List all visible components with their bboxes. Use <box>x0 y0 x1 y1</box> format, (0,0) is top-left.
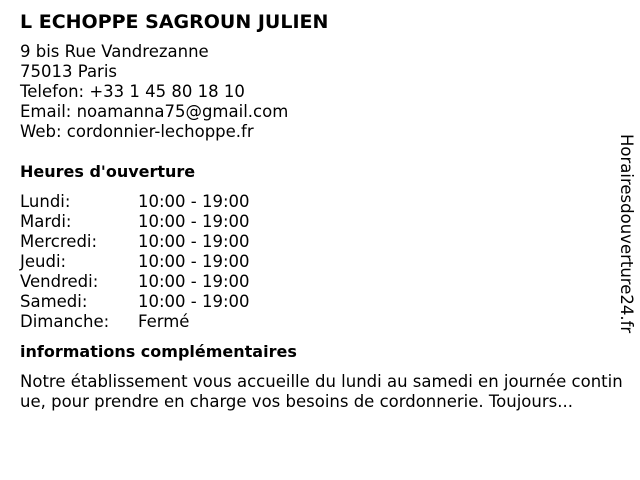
day-label: Samedi: <box>20 292 88 311</box>
additional-info-text: Notre établissement vous accueille du lundi au samedi en journée continue, pour prendre en charge vos besoins de cordonnerie. Toujours... <box>20 372 623 411</box>
opening-hours-heading: Heures d'ouverture <box>20 162 196 181</box>
hours-row-sunday <box>20 312 632 332</box>
watermark-text: Horairesdouverture24.fr <box>617 134 636 334</box>
address-line-2: 75013 Paris <box>20 62 118 81</box>
business-card <box>20 10 632 412</box>
hours-row-wednesday <box>20 232 632 252</box>
website: Web: cordonnier-lechoppe.fr <box>20 122 254 141</box>
hours-row-friday <box>20 272 632 292</box>
day-label: Jeudi: <box>20 252 67 271</box>
address-line-1: 9 bis Rue Vandrezanne <box>20 42 209 61</box>
day-label: Vendredi: <box>20 272 99 291</box>
day-label: Dimanche: <box>20 312 110 331</box>
business-name: L ECHOPPE SAGROUN JULIEN <box>20 11 329 33</box>
day-time: 10:00 - 19:00 <box>138 252 250 271</box>
day-label: Mercredi: <box>20 232 98 251</box>
day-time: Fermé <box>138 312 190 331</box>
day-time: 10:00 - 19:00 <box>138 212 250 231</box>
hours-row-saturday <box>20 292 632 312</box>
additional-info-heading: informations complémentaires <box>20 342 297 361</box>
hours-row-monday <box>20 192 632 212</box>
day-time: 10:00 - 19:00 <box>138 292 250 311</box>
day-time: 10:00 - 19:00 <box>138 192 250 211</box>
day-time: 10:00 - 19:00 <box>138 272 250 291</box>
hours-row-tuesday <box>20 212 632 232</box>
day-time: 10:00 - 19:00 <box>138 232 250 251</box>
watermark <box>612 134 640 354</box>
email-address: Email: noamanna75@gmail.com <box>20 102 289 121</box>
hours-row-thursday <box>20 252 632 272</box>
day-label: Lundi: <box>20 192 71 211</box>
phone-number: Telefon: +33 1 45 80 18 10 <box>20 82 245 101</box>
day-label: Mardi: <box>20 212 72 231</box>
